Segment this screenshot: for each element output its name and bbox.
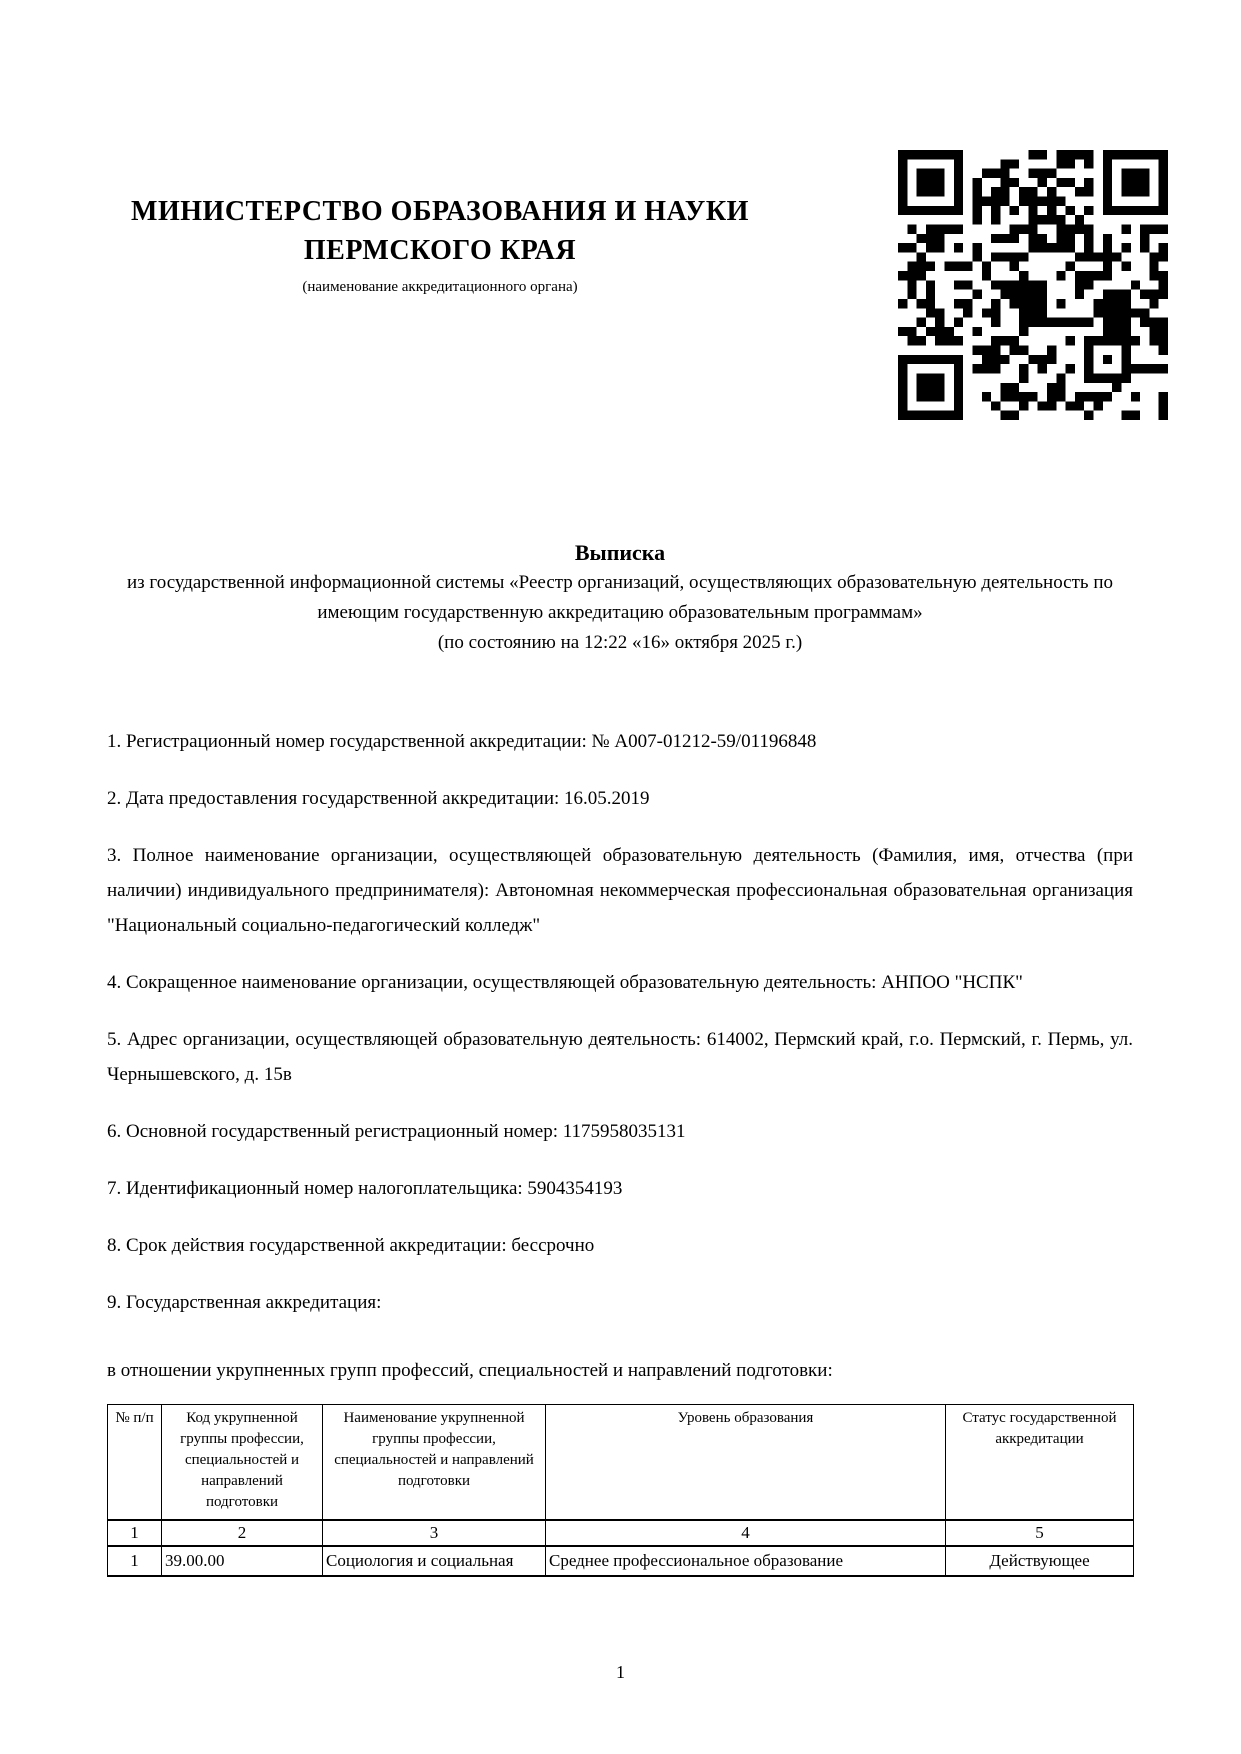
- table-column-number: 1: [108, 1520, 162, 1546]
- table-row: [108, 1546, 1134, 1576]
- document-title: Выписка: [574, 540, 666, 565]
- table-header-cell: Наименование укрупненной группы профессии, специальностей и направлений подготовки: [323, 1405, 546, 1521]
- table-cell-group-name: Социология и социальная: [323, 1546, 546, 1576]
- item-validity: 8. Срок действия государственной аккредитации: бессрочно: [107, 1235, 595, 1256]
- qr-code: [898, 150, 1168, 420]
- table-header-cell: Статус государственной аккредитации: [946, 1405, 1134, 1521]
- table-column-numbers-row: [108, 1520, 1134, 1546]
- table-cell-education-level: Среднее профессиональное образование: [546, 1546, 946, 1576]
- accreditation-table: [107, 1404, 1134, 1577]
- item-address: 5. Адрес организации, осуществляющей образовательную деятельность: 614002, Пермский край, г.о. Пермский, г. Пермь, ул. Чернышевского, д. 15в: [107, 1029, 1133, 1085]
- table-header-cell: Уровень образования: [546, 1405, 946, 1521]
- accreditation-authority-header: [107, 192, 773, 296]
- table-header-row: [108, 1405, 1134, 1521]
- item-registration-number: 1. Регистрационный номер государственной аккредитации: № А007-01212-59/01196848: [107, 731, 817, 752]
- document-body: [107, 538, 1133, 1577]
- table-cell-row-number: 1: [108, 1546, 162, 1576]
- table-column-number: 2: [162, 1520, 323, 1546]
- document-subtitle: из государственной информационной системы «Реестр организаций, осуществляющих образовательную деятельность по имеющим государственную аккредитацию образовательным программам»: [127, 572, 1113, 623]
- item-accreditation-date: 2. Дата предоставления государственной аккредитации: 16.05.2019: [107, 788, 650, 809]
- document-items: [107, 724, 1133, 1320]
- item-short-name: 4. Сокращенное наименование организации, осуществляющей образовательную деятельность: АНПОО "НСПК": [107, 972, 1023, 993]
- page-number: 1: [616, 1662, 625, 1682]
- ministry-caption: (наименование аккредитационного органа): [302, 279, 578, 295]
- table-column-number: 4: [546, 1520, 946, 1546]
- ministry-name: МИНИСТЕРСТВО ОБРАЗОВАНИЯ И НАУКИ ПЕРМСКОГО КРАЯ: [131, 196, 749, 266]
- item-ogrn: 6. Основной государственный регистрационный номер: 1175958035131: [107, 1121, 686, 1142]
- section-intro: в отношении укрупненных групп профессий, специальностей и направлений подготовки:: [107, 1360, 833, 1381]
- document-date-line: (по состоянию на 12:22 «16» октября 2025 г.): [437, 632, 803, 653]
- table-column-number: 3: [323, 1520, 546, 1546]
- table-cell-status: Действующее: [946, 1546, 1134, 1576]
- item-inn: 7. Идентификационный номер налогоплательщика: 5904354193: [107, 1178, 623, 1199]
- table-column-number: 5: [946, 1520, 1134, 1546]
- table-header-cell: Код укрупненной группы профессии, специальностей и направлений подготовки: [162, 1405, 323, 1521]
- table-header-cell: № п/п: [108, 1405, 162, 1521]
- item-state-accreditation: 9. Государственная аккредитация:: [107, 1292, 382, 1313]
- item-full-name: 3. Полное наименование организации, осуществляющей образовательную деятельность (Фамилия, имя, отчества (при наличии) индивидуального предпринимателя): Автономная некоммерческая профессиональная образовательная организация "Национальный социально-педагогический колледж": [107, 845, 1133, 936]
- table-cell-group-code: 39.00.00: [162, 1546, 323, 1576]
